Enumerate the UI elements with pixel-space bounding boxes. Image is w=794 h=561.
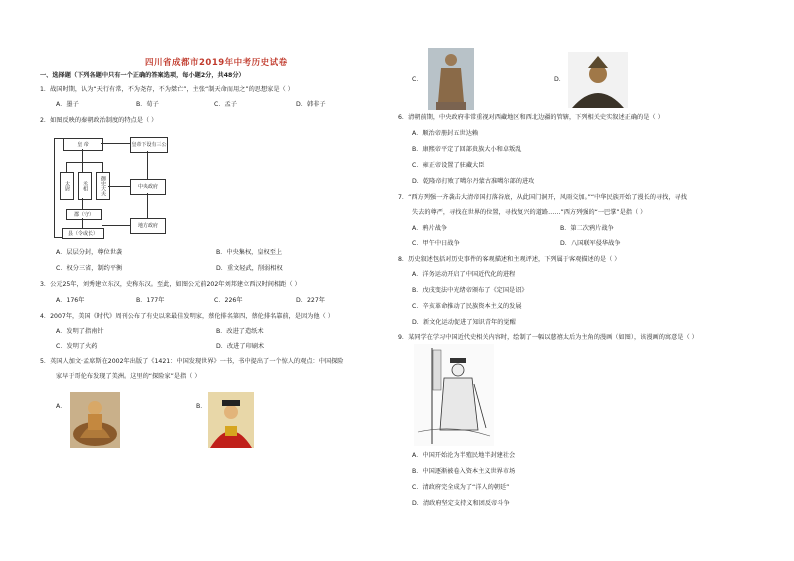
q4-stem: 4．2007年，美国《时代》周刊公布了有史以来最佳发明家，蔡伦排名第四，蔡伦排名靠前，是因为他（ ） — [40, 313, 334, 320]
q8-option-a: A．洋务运动开启了中国近代化的进程 — [412, 271, 516, 278]
q9-stem: 9．某同学在学习中国近代史相关内容时，绘制了一幅以慈禧太后为主角的漫画（如图），该漫画的寓意是（ ） — [398, 334, 698, 341]
diagram-xian: 县（令或长） — [62, 228, 104, 239]
warrior-bust-icon — [568, 52, 628, 108]
q2-option-b: B．中央集权，皇权至上 — [216, 249, 283, 256]
q1-option-c: C．孟子 — [214, 101, 237, 108]
official-portrait-red-robe-icon — [208, 392, 254, 448]
q9-option-b: B．中国逐渐被卷入资本主义世界市场 — [412, 468, 516, 475]
diagram-line — [102, 162, 103, 172]
q4-option-c: C．发明了火药 — [56, 343, 98, 350]
q8-option-d: D．新文化运动促进了知识青年的觉醒 — [412, 319, 516, 326]
q9-option-d: D．清政府坚定支持义和团反帝斗争 — [412, 500, 510, 507]
diagram-line — [147, 193, 148, 218]
q2-option-d: D．重文轻武，削弱相权 — [216, 265, 283, 272]
q2-option-c: C．权分三省，制约平衡 — [56, 265, 123, 272]
q3-option-b: B．177年 — [136, 297, 165, 304]
q8-stem: 8．历史叙述包括对历史事件的客观描述和主观评述，下列属于客观描述的是（ ） — [398, 256, 621, 263]
q3-option-c: C．226年 — [214, 297, 243, 304]
q4-option-d: D．改进了印刷术 — [216, 343, 265, 350]
q8-option-b: B．戊戌变法中光绪帝颁布了《定国是诏》 — [412, 287, 528, 294]
q6-option-d: D．乾隆帝打败了噶尔丹蒙古准噶尔部的进攻 — [412, 178, 535, 185]
diagram-bracket — [54, 138, 55, 237]
q5-option-a: A． — [56, 403, 67, 410]
q2-diagram — [48, 132, 198, 244]
q1-stem: 1．战国时期，认为“天行有常，不为尧存，不为桀亡”，主张“制天命而用之”的思想家是（ ） — [40, 86, 294, 93]
diagram-line — [66, 162, 67, 172]
diagram-line — [82, 198, 83, 209]
diagram-line — [147, 151, 148, 179]
diagram-central: 中央政府 — [130, 179, 166, 195]
diagram-ministers: 皇帝下设有三公 — [130, 137, 168, 153]
q1-option-b: B．荀子 — [136, 101, 159, 108]
q9-option-a: A．中国开始沦为半殖民地半封建社会 — [412, 452, 516, 459]
diagram-line — [101, 143, 130, 144]
q6-option-b: B．康熙帝平定了回部贵族大小和卓叛乱 — [412, 146, 522, 153]
q7-option-b: B．第二次鸦片战争 — [560, 225, 614, 232]
q3-option-a: A．176年 — [56, 297, 85, 304]
seated-buddha-figure-icon — [70, 392, 120, 448]
q2-option-a: A．层层分封，尊位世袭 — [56, 249, 123, 256]
q5-stem-line1: 5．英国人加文·孟席斯在2002年出版了《1421：中国发现世界》一书，书中提出了一个惊人的观点：中国探险 — [40, 358, 344, 365]
q7-stem-line1: 7．“西方列强一齐袭击大清帝国打落谷底，从此国门洞开，风雨交加。”“中华民族开始了漫长的寻找，寻找 — [398, 194, 687, 201]
diagram-line — [108, 186, 130, 187]
q7-option-a: A．鸦片战争 — [412, 225, 448, 232]
q3-option-d: D．227年 — [296, 297, 325, 304]
q7-stem-line2: 失去的尊严，寻找在世界的位置，寻找复兴的道路……”西方列强的“一巴掌”是指（ ） — [412, 209, 647, 216]
q3-stem: 3．公元25年，刘秀建立东汉，史称东汉。至此，如图公元前202年刘邦建立西汉时间相距（ ） — [40, 281, 301, 288]
diagram-line — [102, 225, 130, 226]
q1-option-d: D．韩非子 — [296, 101, 326, 108]
page-title: 四川省成都市2019年中考历史试卷 — [145, 58, 288, 68]
diagram-line — [66, 162, 103, 163]
q6-option-a: A．顺治帝册封五世达赖 — [412, 130, 479, 137]
empress-dowager-cartoon-icon — [414, 344, 494, 446]
standing-statue-icon — [428, 48, 474, 110]
diagram-emperor: 皇 帝 — [63, 138, 103, 151]
q5-option-c: C． — [412, 76, 423, 83]
q5-option-d: D． — [554, 76, 565, 83]
q5-stem-line2: 家早于哥伦布发现了美洲。这里的“探险家”是指（ ） — [56, 373, 201, 380]
q6-stem: 6．清朝前期，中央政府非常重视对西藏地区和西北边疆的管辖，下列相关史实叙述正确的是（ ） — [398, 114, 664, 121]
diagram-local: 地方政府 — [130, 218, 166, 234]
diagram-county: 郡（守） — [66, 209, 102, 220]
section-heading: 一、选择题（下列各题中只有一个正确的答案选项，每小题2分，共48分） — [40, 72, 245, 79]
q7-option-c: C．甲午中日战争 — [412, 240, 460, 247]
q1-option-a: A．墨子 — [56, 101, 79, 108]
q4-option-a: A．发明了指南针 — [56, 328, 104, 335]
q5-option-b: B． — [196, 403, 207, 410]
diagram-bracket — [54, 138, 63, 139]
diagram-yushi: 御史大夫 — [96, 172, 110, 200]
diagram-taiwei: 太尉 — [60, 172, 74, 200]
q6-option-c: C．雍正帝设置了驻藏大臣 — [412, 162, 485, 169]
q2-stem: 2．如图反映的秦朝政治制度的特点是（ ） — [40, 117, 158, 124]
q7-option-d: D．八国联军侵华战争 — [560, 240, 621, 247]
q9-option-c: C．清政府完全成为了“洋人的朝廷” — [412, 484, 510, 491]
diagram-bracket — [54, 237, 62, 238]
diagram-chengxiang: 丞相 — [78, 172, 92, 200]
q4-option-b: B．改进了造纸术 — [216, 328, 264, 335]
diagram-line — [82, 149, 83, 172]
diagram-line — [82, 218, 83, 228]
q8-option-c: C．辛亥革命推动了民族资本主义的发展 — [412, 303, 522, 310]
